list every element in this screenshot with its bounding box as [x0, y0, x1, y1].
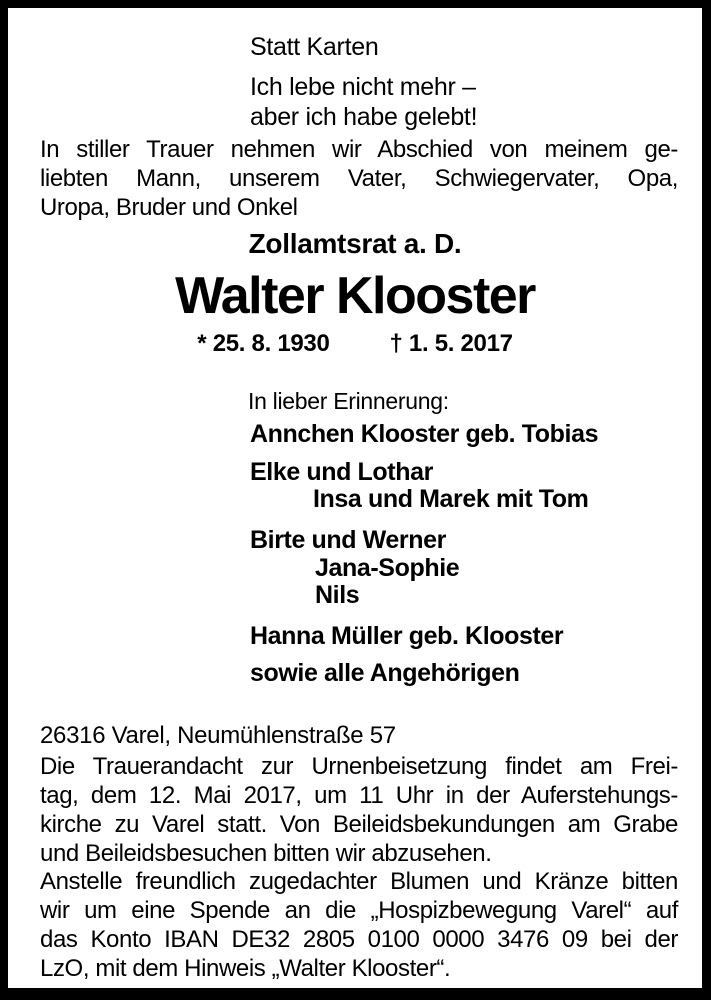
service-paragraph	[40, 752, 678, 868]
donation-paragraph	[40, 867, 678, 983]
mourner-line-indented: Insa und Marek mit Tom	[313, 485, 589, 513]
notice-paper	[8, 8, 702, 988]
intro-paragraph	[40, 135, 678, 222]
mourner-line: Elke und Lothar	[250, 458, 433, 486]
intro-line: Uropa, Bruder und Onkel	[40, 194, 298, 221]
mourner-line-indented: Jana-Sophie	[315, 554, 460, 582]
donation-line: wir um eine Spende an die „Hospizbewegung Varel“ auf	[40, 897, 678, 924]
donation-line: LzO, mit dem Hinweis „Walter Klooster“.	[40, 955, 451, 982]
birth-date: * 25. 8. 1930	[197, 330, 330, 357]
intro-line: In stiller Trauer nehmen wir Abschied von meinem ge-	[40, 136, 678, 163]
service-line: tag, dem 12. Mai 2017, um 11 Uhr in der Auferstehungs-	[40, 782, 678, 809]
epitaph-quote-line-2: aber ich habe gelebt!	[250, 103, 478, 131]
mourner-line: Hanna Müller geb. Klooster	[250, 622, 564, 650]
mourner-line-indented: Nils	[315, 581, 360, 609]
remembrance-line: In lieber Erinnerung:	[248, 388, 449, 414]
donation-line: Anstelle freundlich zugedachter Blumen und Kränze bitten	[40, 868, 678, 895]
mourner-line: sowie alle Angehörigen	[250, 659, 520, 687]
service-line: Die Trauerandacht zur Urnenbeisetzung findet am Frei-	[40, 753, 678, 780]
service-line: und Beileidsbesuchen bitten wir abzusehen.	[40, 840, 492, 867]
epitaph-quote-line-1: Ich lebe nicht mehr –	[250, 73, 476, 101]
mourner-line: Birte und Werner	[250, 526, 446, 554]
donation-line: das Konto IBAN DE32 2805 0100 0000 3476 09 bei der	[40, 926, 678, 953]
service-line: kirche zu Varel statt. Von Beileidsbekundungen am Grabe	[40, 811, 678, 838]
mourner-line: Annchen Klooster geb. Tobias	[250, 420, 599, 448]
life-dates	[8, 330, 702, 358]
deceased-title: Zollamtsrat a. D.	[248, 228, 462, 259]
pre-header: Statt Karten	[250, 33, 379, 61]
deceased-name: Walter Klooster	[175, 267, 535, 325]
intro-line: liebten Mann, unserem Vater, Schwiegervater, Opa,	[40, 165, 678, 192]
death-date: † 1. 5. 2017	[389, 330, 513, 357]
address-line: 26316 Varel, Neumühlenstraße 57	[40, 722, 396, 749]
